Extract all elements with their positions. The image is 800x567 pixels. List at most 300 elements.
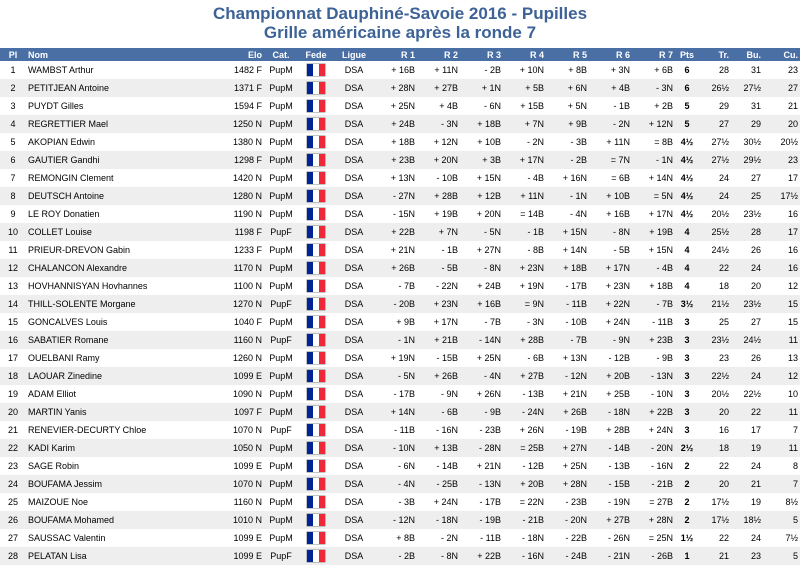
round-4-cell: + 20B — [503, 475, 546, 493]
col-header-tr: Tr. — [699, 48, 731, 61]
round-6-cell: = 6B — [589, 169, 632, 187]
league-cell: DSA — [334, 169, 374, 187]
round-4-cell: - 8B — [503, 241, 546, 259]
col-header-r1: R 1 — [374, 48, 417, 61]
table-row — [0, 187, 800, 205]
federation-cell — [298, 79, 334, 97]
tiebreak-tr-cell: 20½ — [699, 205, 731, 223]
table-row — [0, 79, 800, 97]
round-2-cell: - 9N — [417, 385, 460, 403]
round-7-cell: - 26B — [632, 547, 675, 565]
round-3-cell: - 6N — [460, 97, 503, 115]
round-6-cell: + 22N — [589, 295, 632, 313]
tiebreak-tr-cell: 25½ — [699, 223, 731, 241]
page-subtitle: Grille américaine après la ronde 7 — [263, 23, 537, 42]
tiebreak-bu-cell: 29½ — [731, 151, 763, 169]
round-5-cell: - 4N — [546, 205, 589, 223]
tiebreak-bu-cell: 19 — [731, 493, 763, 511]
round-2-cell: + 12N — [417, 133, 460, 151]
round-5-cell: - 12N — [546, 367, 589, 385]
player-name-cell: PELATAN Lisa — [26, 547, 218, 565]
round-7-cell: + 18B — [632, 277, 675, 295]
tiebreak-cu-cell: 7½ — [763, 529, 800, 547]
federation-cell — [298, 439, 334, 457]
col-header-r4: R 4 — [503, 48, 546, 61]
federation-cell — [298, 223, 334, 241]
round-1-cell: + 13N — [374, 169, 417, 187]
round-7-cell: - 11B — [632, 313, 675, 331]
points-cell: 2 — [675, 493, 699, 511]
table-row — [0, 403, 800, 421]
tiebreak-tr-cell: 18 — [699, 277, 731, 295]
federation-cell — [298, 61, 334, 79]
round-2-cell: + 27B — [417, 79, 460, 97]
round-1-cell: - 11B — [374, 421, 417, 439]
round-6-cell: + 25B — [589, 385, 632, 403]
tiebreak-cu-cell: 16 — [763, 241, 800, 259]
table-row — [0, 115, 800, 133]
table-row — [0, 133, 800, 151]
round-1-cell: - 5N — [374, 367, 417, 385]
federation-cell — [298, 511, 334, 529]
points-cell: 4 — [675, 259, 699, 277]
league-cell: DSA — [334, 457, 374, 475]
round-7-cell: + 2B — [632, 97, 675, 115]
round-2-cell: + 21B — [417, 331, 460, 349]
points-cell: 4½ — [675, 151, 699, 169]
round-2-cell: + 20N — [417, 151, 460, 169]
round-3-cell: - 4N — [460, 367, 503, 385]
place-cell: 6 — [0, 151, 26, 169]
league-cell: DSA — [334, 187, 374, 205]
round-1-cell: - 27N — [374, 187, 417, 205]
league-cell: DSA — [334, 349, 374, 367]
france-flag-icon — [307, 298, 325, 310]
round-5-cell: + 27N — [546, 439, 589, 457]
france-flag-icon — [307, 514, 325, 526]
federation-cell — [298, 259, 334, 277]
category-cell: PupM — [264, 115, 298, 133]
table-row — [0, 493, 800, 511]
round-1-cell: - 20B — [374, 295, 417, 313]
round-7-cell: + 12N — [632, 115, 675, 133]
elo-cell: 1070 N — [218, 475, 264, 493]
round-2-cell: - 18N — [417, 511, 460, 529]
tiebreak-bu-cell: 25 — [731, 187, 763, 205]
round-3-cell: - 19B — [460, 511, 503, 529]
table-header-row — [0, 48, 800, 61]
round-2-cell: + 13B — [417, 439, 460, 457]
round-4-cell: = 14B — [503, 205, 546, 223]
tiebreak-bu-cell: 20 — [731, 277, 763, 295]
round-5-cell: + 28N — [546, 475, 589, 493]
elo-cell: 1010 N — [218, 511, 264, 529]
elo-cell: 1099 E — [218, 367, 264, 385]
round-7-cell: - 20N — [632, 439, 675, 457]
round-3-cell: - 11B — [460, 529, 503, 547]
round-7-cell: + 17N — [632, 205, 675, 223]
elo-cell: 1190 N — [218, 205, 264, 223]
france-flag-icon — [307, 352, 325, 364]
tiebreak-cu-cell: 12 — [763, 367, 800, 385]
place-cell: 10 — [0, 223, 26, 241]
tiebreak-bu-cell: 24 — [731, 259, 763, 277]
league-cell: DSA — [334, 133, 374, 151]
player-name-cell: REMONGIN Clement — [26, 169, 218, 187]
round-4-cell: - 2N — [503, 133, 546, 151]
round-3-cell: + 26N — [460, 385, 503, 403]
player-name-cell: PETITJEAN Antoine — [26, 79, 218, 97]
league-cell: DSA — [334, 529, 374, 547]
player-name-cell: MARTIN Yanis — [26, 403, 218, 421]
tiebreak-tr-cell: 24 — [699, 187, 731, 205]
round-7-cell: + 22B — [632, 403, 675, 421]
round-6-cell: - 1B — [589, 97, 632, 115]
round-4-cell: - 13B — [503, 385, 546, 403]
round-3-cell: - 8N — [460, 259, 503, 277]
round-5-cell: - 10B — [546, 313, 589, 331]
points-cell: 4½ — [675, 187, 699, 205]
table-row — [0, 367, 800, 385]
points-cell: 6 — [675, 61, 699, 79]
tiebreak-cu-cell: 10 — [763, 385, 800, 403]
tiebreak-tr-cell: 17½ — [699, 493, 731, 511]
points-cell: 2 — [675, 511, 699, 529]
round-4-cell: + 7N — [503, 115, 546, 133]
category-cell: PupM — [264, 187, 298, 205]
category-cell: PupM — [264, 169, 298, 187]
points-cell: 4½ — [675, 205, 699, 223]
round-3-cell: - 7B — [460, 313, 503, 331]
tiebreak-tr-cell: 21½ — [699, 295, 731, 313]
table-row — [0, 223, 800, 241]
france-flag-icon — [307, 100, 325, 112]
tiebreak-tr-cell: 16 — [699, 421, 731, 439]
league-cell: DSA — [334, 151, 374, 169]
round-3-cell: - 2B — [460, 61, 503, 79]
round-2-cell: + 19B — [417, 205, 460, 223]
round-5-cell: - 3B — [546, 133, 589, 151]
tiebreak-bu-cell: 24½ — [731, 331, 763, 349]
france-flag-icon — [307, 406, 325, 418]
round-1-cell: + 8B — [374, 529, 417, 547]
round-7-cell: + 6B — [632, 61, 675, 79]
table-row — [0, 457, 800, 475]
place-cell: 12 — [0, 259, 26, 277]
league-cell: DSA — [334, 331, 374, 349]
round-1-cell: + 19N — [374, 349, 417, 367]
tiebreak-bu-cell: 29 — [731, 115, 763, 133]
tiebreak-bu-cell: 18½ — [731, 511, 763, 529]
player-name-cell: OUELBANI Ramy — [26, 349, 218, 367]
category-cell: PupM — [264, 367, 298, 385]
round-1-cell: + 25N — [374, 97, 417, 115]
round-6-cell: - 8N — [589, 223, 632, 241]
round-5-cell: + 25N — [546, 457, 589, 475]
elo-cell: 1050 N — [218, 439, 264, 457]
place-cell: 17 — [0, 349, 26, 367]
round-2-cell: - 1B — [417, 241, 460, 259]
round-4-cell: + 17N — [503, 151, 546, 169]
round-6-cell: - 26N — [589, 529, 632, 547]
league-cell: DSA — [334, 295, 374, 313]
round-1-cell: + 22B — [374, 223, 417, 241]
round-3-cell: - 5N — [460, 223, 503, 241]
elo-cell: 1100 N — [218, 277, 264, 295]
place-cell: 27 — [0, 529, 26, 547]
tiebreak-cu-cell: 17½ — [763, 187, 800, 205]
tiebreak-bu-cell: 24 — [731, 529, 763, 547]
round-4-cell: - 3N — [503, 313, 546, 331]
player-name-cell: HOVHANNISYAN Hovhannes — [26, 277, 218, 295]
player-name-cell: BOUFAMA Jessim — [26, 475, 218, 493]
table-row — [0, 529, 800, 547]
france-flag-icon — [307, 550, 325, 562]
col-header-r7: R 7 — [632, 48, 675, 61]
place-cell: 4 — [0, 115, 26, 133]
tiebreak-tr-cell: 29 — [699, 97, 731, 115]
category-cell: PupM — [264, 97, 298, 115]
table-body — [0, 61, 800, 565]
federation-cell — [298, 331, 334, 349]
federation-cell — [298, 349, 334, 367]
table-row — [0, 475, 800, 493]
points-cell: 5 — [675, 97, 699, 115]
col-header-bu: Bu. — [731, 48, 763, 61]
federation-cell — [298, 205, 334, 223]
league-cell: DSA — [334, 421, 374, 439]
round-2-cell: + 23N — [417, 295, 460, 313]
federation-cell — [298, 493, 334, 511]
elo-cell: 1260 N — [218, 349, 264, 367]
elo-cell: 1420 N — [218, 169, 264, 187]
round-6-cell: + 17N — [589, 259, 632, 277]
place-cell: 5 — [0, 133, 26, 151]
round-4-cell: + 10N — [503, 61, 546, 79]
round-5-cell: - 1N — [546, 187, 589, 205]
category-cell: PupF — [264, 223, 298, 241]
round-7-cell: + 14N — [632, 169, 675, 187]
round-6-cell: - 13B — [589, 457, 632, 475]
round-3-cell: - 28N — [460, 439, 503, 457]
place-cell: 19 — [0, 385, 26, 403]
place-cell: 1 — [0, 61, 26, 79]
tiebreak-cu-cell: 5 — [763, 511, 800, 529]
round-5-cell: + 6N — [546, 79, 589, 97]
round-7-cell: + 24N — [632, 421, 675, 439]
category-cell: PupM — [264, 277, 298, 295]
player-name-cell: COLLET Louise — [26, 223, 218, 241]
category-cell: PupM — [264, 133, 298, 151]
tiebreak-tr-cell: 22½ — [699, 367, 731, 385]
table-row — [0, 259, 800, 277]
round-1-cell: - 1N — [374, 331, 417, 349]
points-cell: 2 — [675, 457, 699, 475]
france-flag-icon — [307, 136, 325, 148]
table-row — [0, 439, 800, 457]
round-7-cell: - 4B — [632, 259, 675, 277]
category-cell: PupM — [264, 313, 298, 331]
category-cell: PupF — [264, 331, 298, 349]
elo-cell: 1482 F — [218, 61, 264, 79]
round-7-cell: - 13N — [632, 367, 675, 385]
round-2-cell: - 15B — [417, 349, 460, 367]
tiebreak-cu-cell: 20 — [763, 115, 800, 133]
tiebreak-bu-cell: 22½ — [731, 385, 763, 403]
round-4-cell: - 16N — [503, 547, 546, 565]
round-6-cell: + 20B — [589, 367, 632, 385]
place-cell: 26 — [0, 511, 26, 529]
points-cell: 3 — [675, 403, 699, 421]
round-4-cell: + 11N — [503, 187, 546, 205]
elo-cell: 1380 N — [218, 133, 264, 151]
page-title: Championnat Dauphiné-Savoie 2016 - Pupilles — [212, 4, 588, 23]
points-cell: 6 — [675, 79, 699, 97]
round-4-cell: + 23N — [503, 259, 546, 277]
tiebreak-cu-cell: 16 — [763, 205, 800, 223]
place-cell: 21 — [0, 421, 26, 439]
points-cell: 1½ — [675, 529, 699, 547]
federation-cell — [298, 385, 334, 403]
round-3-cell: + 16B — [460, 295, 503, 313]
tiebreak-cu-cell: 11 — [763, 403, 800, 421]
category-cell: PupM — [264, 151, 298, 169]
round-6-cell: + 28B — [589, 421, 632, 439]
round-6-cell: - 5B — [589, 241, 632, 259]
tiebreak-cu-cell: 7 — [763, 475, 800, 493]
round-2-cell: - 14B — [417, 457, 460, 475]
round-6-cell: - 19N — [589, 493, 632, 511]
tiebreak-tr-cell: 25 — [699, 313, 731, 331]
round-2-cell: - 3N — [417, 115, 460, 133]
league-cell: DSA — [334, 511, 374, 529]
round-3-cell: + 15N — [460, 169, 503, 187]
round-3-cell: - 9B — [460, 403, 503, 421]
category-cell: PupM — [264, 403, 298, 421]
place-cell: 20 — [0, 403, 26, 421]
tiebreak-cu-cell: 21 — [763, 97, 800, 115]
round-3-cell: - 14N — [460, 331, 503, 349]
france-flag-icon — [307, 190, 325, 202]
france-flag-icon — [307, 82, 325, 94]
round-7-cell: - 7B — [632, 295, 675, 313]
place-cell: 8 — [0, 187, 26, 205]
round-4-cell: + 27B — [503, 367, 546, 385]
tiebreak-bu-cell: 23½ — [731, 295, 763, 313]
round-3-cell: - 13N — [460, 475, 503, 493]
round-7-cell: = 8B — [632, 133, 675, 151]
round-1-cell: - 6N — [374, 457, 417, 475]
round-1-cell: - 12N — [374, 511, 417, 529]
tiebreak-tr-cell: 20½ — [699, 385, 731, 403]
federation-cell — [298, 457, 334, 475]
round-3-cell: + 10B — [460, 133, 503, 151]
tiebreak-tr-cell: 18 — [699, 439, 731, 457]
tiebreak-tr-cell: 17½ — [699, 511, 731, 529]
league-cell: DSA — [334, 403, 374, 421]
round-6-cell: - 12B — [589, 349, 632, 367]
tiebreak-tr-cell: 22 — [699, 457, 731, 475]
france-flag-icon — [307, 64, 325, 76]
elo-cell: 1298 F — [218, 151, 264, 169]
tiebreak-bu-cell: 21 — [731, 475, 763, 493]
round-3-cell: - 23B — [460, 421, 503, 439]
player-name-cell: GAUTIER Gandhi — [26, 151, 218, 169]
round-6-cell: + 24N — [589, 313, 632, 331]
points-cell: 4 — [675, 277, 699, 295]
category-cell: PupM — [264, 529, 298, 547]
round-7-cell: - 21B — [632, 475, 675, 493]
table-row — [0, 547, 800, 565]
round-3-cell: + 18B — [460, 115, 503, 133]
player-name-cell: PUYDT Gilles — [26, 97, 218, 115]
round-1-cell: + 21N — [374, 241, 417, 259]
tiebreak-bu-cell: 24 — [731, 457, 763, 475]
category-cell: PupM — [264, 457, 298, 475]
elo-cell: 1099 E — [218, 529, 264, 547]
round-2-cell: - 5B — [417, 259, 460, 277]
category-cell: PupM — [264, 475, 298, 493]
tiebreak-tr-cell: 20 — [699, 475, 731, 493]
points-cell: 2 — [675, 475, 699, 493]
place-cell: 18 — [0, 367, 26, 385]
round-6-cell: = 7N — [589, 151, 632, 169]
player-name-cell: MAIZOUE Noe — [26, 493, 218, 511]
points-cell: 4 — [675, 241, 699, 259]
elo-cell: 1040 F — [218, 313, 264, 331]
round-2-cell: + 26B — [417, 367, 460, 385]
round-4-cell: + 28B — [503, 331, 546, 349]
points-cell: 5 — [675, 115, 699, 133]
round-4-cell: - 4B — [503, 169, 546, 187]
round-7-cell: + 15N — [632, 241, 675, 259]
league-cell: DSA — [334, 385, 374, 403]
col-header-r2: R 2 — [417, 48, 460, 61]
round-3-cell: + 27N — [460, 241, 503, 259]
player-name-cell: THILL-SOLENTE Morgane — [26, 295, 218, 313]
place-cell: 15 — [0, 313, 26, 331]
round-7-cell: = 5N — [632, 187, 675, 205]
federation-cell — [298, 241, 334, 259]
place-cell: 16 — [0, 331, 26, 349]
round-2-cell: - 16N — [417, 421, 460, 439]
round-1-cell: - 4N — [374, 475, 417, 493]
round-2-cell: - 8N — [417, 547, 460, 565]
round-7-cell: + 23B — [632, 331, 675, 349]
table-row — [0, 331, 800, 349]
round-2-cell: + 7N — [417, 223, 460, 241]
round-3-cell: - 17B — [460, 493, 503, 511]
round-7-cell: - 1N — [632, 151, 675, 169]
league-cell: DSA — [334, 475, 374, 493]
round-4-cell: - 21B — [503, 511, 546, 529]
round-6-cell: - 21N — [589, 547, 632, 565]
league-cell: DSA — [334, 79, 374, 97]
round-6-cell: + 23N — [589, 277, 632, 295]
col-header-cu: Cu. — [763, 48, 800, 61]
federation-cell — [298, 115, 334, 133]
category-cell: PupF — [264, 295, 298, 313]
round-6-cell: + 3N — [589, 61, 632, 79]
points-cell: 4½ — [675, 133, 699, 151]
tiebreak-cu-cell: 8 — [763, 457, 800, 475]
tiebreak-bu-cell: 31 — [731, 61, 763, 79]
round-5-cell: - 19B — [546, 421, 589, 439]
round-5-cell: + 18B — [546, 259, 589, 277]
elo-cell: 1280 N — [218, 187, 264, 205]
place-cell: 11 — [0, 241, 26, 259]
round-5-cell: + 9B — [546, 115, 589, 133]
